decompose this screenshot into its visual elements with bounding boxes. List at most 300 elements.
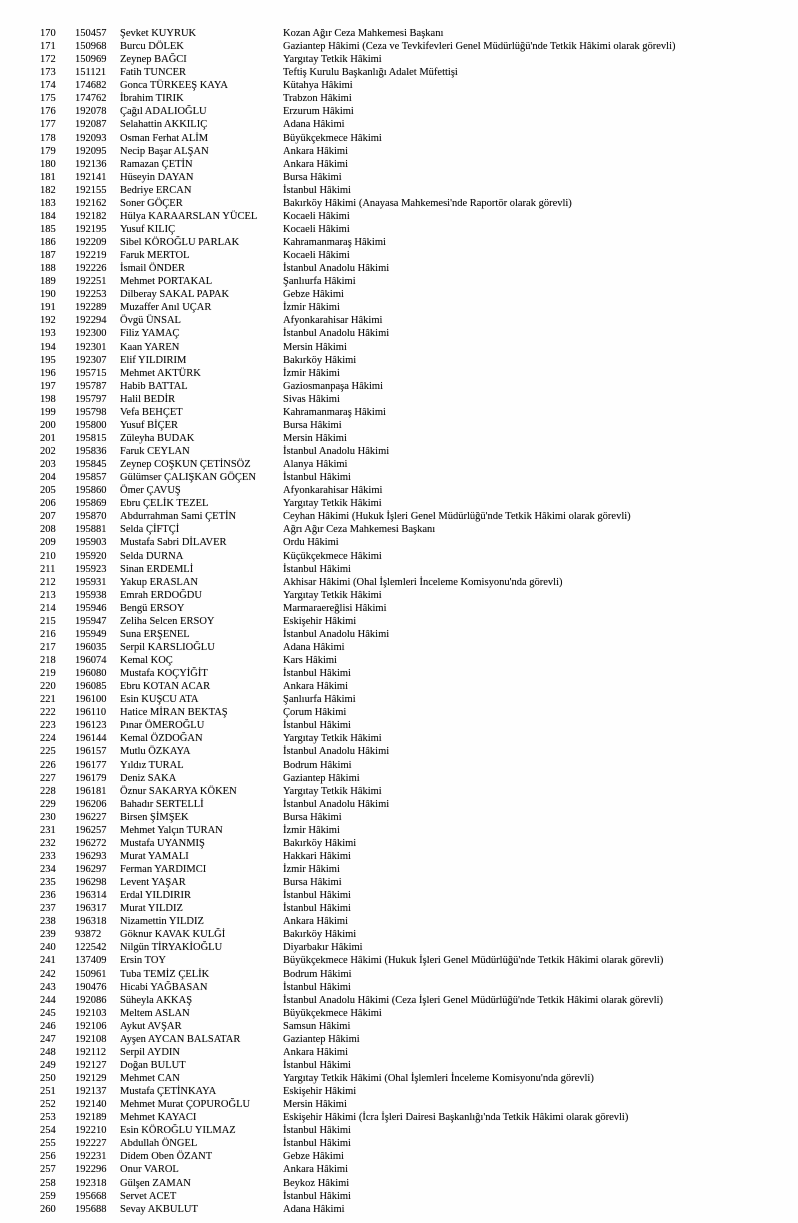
person-name: Zeynep BAĞCI (120, 54, 187, 66)
duty-title: İzmir Hâkimi (283, 864, 340, 875)
duty-title: Bakırköy Hâkimi (Anayasa Mahkemesi'nde Raportör olarak görevli) (283, 197, 572, 209)
list-row (0, 118, 798, 131)
judges-list (0, 27, 798, 1216)
list-row (0, 981, 798, 994)
duty-title: İstanbul Anadolu Hâkimi (Ceza İşleri Genel Müdürlüğü'nde Tetkik Hâkimi olarak görevli) (283, 994, 664, 1006)
registry-number: 196272 (75, 837, 107, 849)
list-row (0, 484, 798, 497)
row-number: 223 (40, 720, 56, 732)
registry-number: 196080 (75, 668, 107, 680)
person-name: Mehmet PORTAKAL (120, 276, 213, 288)
row-number: 193 (40, 328, 56, 340)
row-number: 212 (40, 576, 56, 588)
row-number: 172 (40, 54, 56, 66)
registry-number: 192182 (75, 210, 107, 222)
person-name: Mehmet CAN (120, 1073, 180, 1084)
list-row (0, 432, 798, 445)
row-number: 252 (40, 1099, 56, 1111)
list-row (0, 1137, 798, 1150)
row-number: 170 (40, 28, 56, 39)
registry-number: 196314 (75, 890, 107, 902)
list-row (0, 1098, 798, 1111)
person-name: Züleyha BUDAK (120, 432, 195, 444)
person-name: Didem Oben ÖZANT (120, 1151, 213, 1163)
list-row (0, 850, 798, 863)
list-row (0, 393, 798, 406)
person-name: Necip Başar ALŞAN (120, 145, 209, 157)
row-number: 175 (40, 93, 56, 105)
person-name: Selda ÇİFTÇİ (120, 524, 180, 536)
list-row (0, 798, 798, 811)
list-row (0, 1150, 798, 1163)
list-row (0, 968, 798, 981)
list-row (0, 1072, 798, 1085)
registry-number: 192087 (75, 119, 107, 131)
row-number: 219 (40, 668, 56, 680)
list-row (0, 1059, 798, 1072)
duty-title: Ankara Hâkimi (283, 681, 349, 693)
person-name: Halil BEDİR (120, 393, 176, 405)
list-row (0, 27, 798, 40)
duty-title: Kocaeli Hâkimi (283, 250, 350, 262)
row-number: 258 (40, 1177, 56, 1189)
row-number: 183 (40, 197, 56, 209)
row-number: 227 (40, 772, 56, 784)
list-row (0, 92, 798, 105)
row-number: 187 (40, 250, 56, 262)
registry-number: 196123 (75, 720, 107, 732)
list-row (0, 928, 798, 941)
person-name: Soner GÖÇER (120, 197, 183, 209)
list-row (0, 1033, 798, 1046)
registry-number: 196318 (75, 916, 107, 928)
list-row (0, 680, 798, 693)
registry-number: 196179 (75, 772, 107, 784)
registry-number: 192095 (75, 145, 107, 157)
person-name: Abdullah ÖNGEL (120, 1138, 198, 1150)
list-row (0, 837, 798, 850)
registry-number: 196297 (75, 864, 107, 875)
registry-number: 195869 (75, 498, 107, 510)
person-name: Serpil AYDIN (120, 1046, 180, 1058)
duty-title: Kozan Ağır Ceza Mahkemesi Başkanı (283, 28, 444, 39)
person-name: Servet ACET (120, 1190, 177, 1202)
person-name: Gülümser ÇALIŞKAN GÖÇEN (120, 472, 256, 484)
list-row (0, 902, 798, 915)
person-name: İsmail ÖNDER (120, 263, 186, 275)
row-number: 240 (40, 942, 56, 954)
person-name: Murat YILDIZ (120, 903, 183, 915)
row-number: 199 (40, 406, 56, 418)
duty-title: İstanbul Hâkimi (283, 668, 351, 680)
duty-title: İstanbul Anadolu Hâkimi (283, 628, 390, 640)
duty-title: Yargıtay Tetkik Hâkimi (283, 54, 382, 66)
registry-number: 192108 (75, 1033, 107, 1045)
registry-number: 196227 (75, 811, 107, 823)
registry-number: 192251 (75, 276, 107, 288)
registry-number: 196257 (75, 824, 107, 836)
row-number: 255 (40, 1138, 56, 1150)
person-name: Gonca TÜRKEEŞ KAYA (120, 80, 228, 92)
duty-title: Kocaeli Hâkimi (283, 223, 350, 235)
registry-number: 196298 (75, 877, 107, 889)
list-row (0, 471, 798, 484)
row-number: 234 (40, 864, 56, 875)
duty-title: Şanlıurfa Hâkimi (283, 694, 356, 706)
list-row (0, 654, 798, 667)
person-name: Selahattin AKKILIÇ (120, 119, 208, 131)
duty-title: Küçükçekmece Hâkimi (283, 550, 382, 562)
row-number: 235 (40, 877, 56, 889)
person-name: Mehmet AKTÜRK (120, 367, 201, 379)
person-name: Esin KUŞCU ATA (120, 694, 199, 706)
duty-title: Erzurum Hâkimi (283, 106, 354, 118)
row-number: 224 (40, 733, 56, 745)
list-row (0, 1007, 798, 1020)
person-name: Ferman YARDIMCI (120, 864, 207, 875)
row-number: 218 (40, 655, 56, 666)
person-name: Faruk MERTOL (120, 250, 190, 262)
row-number: 211 (40, 563, 56, 575)
registry-number: 196144 (75, 733, 107, 745)
list-row (0, 354, 798, 367)
registry-number: 192136 (75, 158, 107, 170)
duty-title: Bursa Hâkimi (283, 811, 342, 823)
list-row (0, 79, 798, 92)
row-number: 184 (40, 210, 56, 222)
person-name: Süheyla AKKAŞ (120, 994, 193, 1006)
person-name: Muzaffer Anıl UÇAR (120, 302, 212, 314)
duty-title: Şanlıurfa Hâkimi (283, 276, 356, 288)
list-row (0, 863, 798, 876)
row-number: 233 (40, 850, 56, 862)
duty-title: Ankara Hâkimi (283, 1046, 349, 1058)
registry-number: 192112 (75, 1046, 107, 1058)
registry-number: 196110 (75, 707, 107, 719)
registry-number: 192106 (75, 1020, 107, 1032)
duty-title: İzmir Hâkimi (283, 302, 340, 314)
row-number: 176 (40, 106, 56, 118)
registry-number: 137409 (75, 955, 107, 967)
row-number: 231 (40, 824, 56, 836)
duty-title: Bakırköy Hâkimi (283, 837, 357, 849)
row-number: 256 (40, 1151, 56, 1163)
row-number: 191 (40, 302, 56, 314)
person-name: Sibel KÖROĞLU PARLAK (120, 237, 240, 248)
row-number: 239 (40, 929, 56, 941)
row-number: 189 (40, 276, 56, 288)
list-row (0, 53, 798, 66)
list-row (0, 1124, 798, 1137)
duty-title: Yargıtay Tetkik Hâkimi (Ohal İşlemleri İnceleme Komisyonu'nda görevli) (283, 1073, 594, 1084)
list-row (0, 563, 798, 576)
list-row (0, 523, 798, 536)
list-row (0, 732, 798, 745)
registry-number: 196181 (75, 785, 107, 797)
row-number: 179 (40, 145, 56, 157)
registry-number: 196293 (75, 850, 107, 862)
person-name: Ersin TOY (120, 955, 166, 967)
person-name: Mustafa ÇETİNKAYA (120, 1086, 217, 1098)
list-row (0, 941, 798, 954)
row-number: 177 (40, 119, 56, 131)
duty-title: Marmaraereğlisi Hâkimi (283, 602, 387, 614)
duty-title: İstanbul Hâkimi (283, 890, 351, 902)
list-row (0, 197, 798, 210)
registry-number: 150457 (75, 28, 107, 39)
person-name: Mehmet KAYACI (120, 1112, 197, 1124)
duty-title: Gaziantep Hâkimi (283, 772, 360, 784)
row-number: 248 (40, 1046, 56, 1058)
row-number: 226 (40, 759, 56, 771)
person-name: Pınar ÖMEROĞLU (120, 720, 205, 732)
duty-title: Sivas Hâkimi (283, 393, 340, 405)
person-name: Mutlu ÖZKAYA (120, 746, 191, 758)
duty-title: Yargıtay Tetkik Hâkimi (283, 733, 382, 745)
list-row (0, 785, 798, 798)
registry-number: 195946 (75, 602, 107, 614)
list-row (0, 772, 798, 785)
list-row (0, 105, 798, 118)
list-row (0, 327, 798, 340)
duty-title: Ordu Hâkimi (283, 537, 339, 549)
row-number: 207 (40, 511, 56, 523)
registry-number: 192141 (75, 171, 107, 183)
person-name: Zeliha Selcen ERSOY (120, 615, 215, 627)
registry-number: 196177 (75, 759, 107, 771)
list-row (0, 824, 798, 837)
duty-title: İstanbul Hâkimi (283, 720, 351, 732)
registry-number: 195688 (75, 1203, 107, 1215)
row-number: 253 (40, 1112, 56, 1124)
row-number: 190 (40, 289, 56, 301)
person-name: Deniz SAKA (120, 772, 177, 784)
registry-number: 195715 (75, 367, 107, 379)
duty-title: Ceyhan Hâkimi (Hukuk İşleri Genel Müdürlüğü'nde Tetkik Hâkimi olarak görevli) (283, 511, 631, 523)
list-row (0, 341, 798, 354)
row-number: 236 (40, 890, 56, 902)
list-row (0, 615, 798, 628)
person-name: Doğan BULUT (120, 1059, 186, 1071)
registry-number: 195668 (75, 1190, 107, 1202)
row-number: 244 (40, 994, 56, 1006)
registry-number: 192162 (75, 197, 107, 209)
row-number: 186 (40, 237, 56, 248)
row-number: 237 (40, 903, 56, 915)
row-number: 171 (40, 41, 56, 53)
list-row (0, 693, 798, 706)
list-row (0, 40, 798, 53)
list-row (0, 510, 798, 523)
registry-number: 195797 (75, 393, 107, 405)
person-name: Abdurrahman Sami ÇETİN (120, 511, 237, 523)
duty-title: Mersin Hâkimi (283, 341, 347, 353)
list-row (0, 1190, 798, 1203)
duty-title: Beykoz Hâkimi (283, 1177, 350, 1189)
row-number: 174 (40, 80, 56, 92)
duty-title: İzmir Hâkimi (283, 367, 340, 379)
row-number: 220 (40, 681, 56, 693)
person-name: Hülya KARAARSLAN YÜCEL (120, 210, 258, 222)
row-number: 229 (40, 798, 56, 810)
registry-number: 196157 (75, 746, 107, 758)
duty-title: Kahramanmaraş Hâkimi (283, 406, 386, 418)
person-name: Mustafa Sabri DİLAVER (120, 537, 227, 549)
person-name: Mehmet Yalçın TURAN (120, 824, 223, 836)
registry-number: 192253 (75, 289, 107, 301)
row-number: 178 (40, 132, 56, 144)
row-number: 208 (40, 524, 56, 536)
person-name: Suna ERŞENEL (120, 628, 190, 640)
duty-title: İstanbul Anadolu Hâkimi (283, 446, 390, 457)
person-name: Esin KÖROĞLU YILMAZ (120, 1125, 236, 1137)
person-name: Bahadır SERTELLİ (120, 798, 204, 810)
list-row (0, 889, 798, 902)
list-row (0, 145, 798, 158)
person-name: Elif YILDIRIM (120, 354, 187, 366)
person-name: Faruk CEYLAN (120, 446, 190, 457)
person-name: Öznur SAKARYA KÖKEN (120, 785, 237, 797)
list-row (0, 1020, 798, 1033)
duty-title: Ankara Hâkimi (283, 1164, 349, 1176)
row-number: 203 (40, 459, 56, 471)
person-name: Şevket KUYRUK (120, 28, 197, 39)
list-row (0, 497, 798, 510)
registry-number: 192209 (75, 237, 107, 248)
row-number: 215 (40, 615, 56, 627)
person-name: Kaan YAREN (120, 341, 180, 353)
list-row (0, 759, 798, 772)
list-row (0, 158, 798, 171)
duty-title: Alanya Hâkimi (283, 459, 348, 471)
registry-number: 192301 (75, 341, 107, 353)
row-number: 214 (40, 602, 56, 614)
registry-number: 192078 (75, 106, 107, 118)
row-number: 222 (40, 707, 56, 719)
person-name: Dilberay SAKAL PAPAK (120, 289, 230, 301)
person-name: Meltem ASLAN (120, 1007, 190, 1019)
registry-number: 192296 (75, 1164, 107, 1176)
person-name: Yusuf BİÇER (120, 419, 179, 431)
row-number: 209 (40, 537, 56, 549)
person-name: Nilgün TİRYAKİOĞLU (120, 942, 223, 954)
row-number: 204 (40, 472, 56, 484)
person-name: Osman Ferhat ALİM (120, 132, 209, 144)
duty-title: Mersin Hâkimi (283, 432, 347, 444)
person-name: Bedriye ERCAN (120, 184, 192, 196)
person-name: Mehmet Murat ÇOPUROĞLU (120, 1099, 251, 1111)
list-row (0, 719, 798, 732)
list-row (0, 1111, 798, 1124)
list-row (0, 275, 798, 288)
person-name: Aykut AVŞAR (120, 1020, 182, 1032)
person-name: Kemal ÖZDOĞAN (120, 733, 203, 745)
registry-number: 195787 (75, 380, 107, 392)
duty-title: Eskişehir Hâkimi (283, 1086, 357, 1098)
duty-title: İstanbul Hâkimi (283, 1138, 351, 1150)
row-number: 216 (40, 628, 56, 640)
row-number: 198 (40, 393, 56, 405)
person-name: Birsen ŞİMŞEK (120, 811, 189, 823)
row-number: 245 (40, 1007, 56, 1019)
list-row (0, 1163, 798, 1176)
list-row (0, 314, 798, 327)
person-name: Yusuf KILIÇ (120, 223, 176, 235)
person-name: Zeynep COŞKUN ÇETİNSÖZ (120, 459, 251, 471)
registry-number: 196074 (75, 655, 107, 666)
row-number: 205 (40, 485, 56, 497)
list-row (0, 445, 798, 458)
duty-title: İstanbul Anadolu Hâkimi (283, 798, 390, 810)
duty-title: Adana Hâkimi (283, 641, 345, 653)
registry-number: 195931 (75, 576, 107, 588)
registry-number: 195860 (75, 485, 107, 497)
duty-title: Adana Hâkimi (283, 119, 345, 131)
person-name: Göknur KAVAK KULĞİ (120, 929, 226, 941)
duty-title: İstanbul Hâkimi (283, 981, 351, 993)
row-number: 243 (40, 981, 56, 993)
row-number: 180 (40, 158, 56, 170)
row-number: 181 (40, 171, 56, 183)
row-number: 210 (40, 550, 56, 562)
person-name: Onur VAROL (120, 1164, 179, 1176)
duty-title: Büyükçekmece Hâkimi (Hukuk İşleri Genel Müdürlüğü'nde Tetkik Hâkimi olarak görevli) (283, 955, 664, 967)
registry-number: 122542 (75, 942, 107, 954)
duty-title: Gaziantep Hâkimi (Ceza ve Tevkifevleri Genel Müdürlüğü'nde Tetkik Hâkimi olarak görevli) (283, 41, 676, 53)
duty-title: İstanbul Hâkimi (283, 1125, 351, 1137)
registry-number: 195845 (75, 459, 107, 471)
registry-number: 195947 (75, 615, 107, 627)
person-name: Mustafa UYANMIŞ (120, 837, 205, 849)
list-row (0, 262, 798, 275)
registry-number: 192103 (75, 1007, 107, 1019)
registry-number: 192127 (75, 1059, 107, 1071)
list-row (0, 171, 798, 184)
duty-title: Trabzon Hâkimi (283, 93, 352, 105)
row-number: 200 (40, 419, 56, 431)
list-row (0, 706, 798, 719)
duty-title: Kocaeli Hâkimi (283, 210, 350, 222)
registry-number: 150961 (75, 968, 107, 980)
person-name: Murat YAMALI (120, 850, 189, 862)
row-number: 260 (40, 1203, 56, 1215)
person-name: Mustafa KOÇYİĞİT (120, 668, 208, 680)
person-name: Ebru ÇELİK TEZEL (120, 498, 209, 510)
row-number: 246 (40, 1020, 56, 1032)
duty-title: Yargıtay Tetkik Hâkimi (283, 785, 382, 797)
list-row (0, 236, 798, 249)
registry-number: 174762 (75, 93, 107, 105)
registry-number: 150969 (75, 54, 107, 66)
registry-number: 151121 (75, 67, 107, 79)
registry-number: 192189 (75, 1112, 107, 1124)
registry-number: 195920 (75, 550, 107, 562)
registry-number: 192300 (75, 328, 107, 340)
duty-title: Afyonkarahisar Hâkimi (283, 485, 383, 497)
person-name: Burcu DÖLEK (120, 41, 184, 53)
registry-number: 195798 (75, 406, 107, 418)
row-number: 249 (40, 1059, 56, 1071)
duty-title: Ankara Hâkimi (283, 916, 349, 928)
registry-number: 192093 (75, 132, 107, 144)
registry-number: 195949 (75, 628, 107, 640)
list-row (0, 210, 798, 223)
registry-number: 195870 (75, 511, 107, 523)
row-number: 225 (40, 746, 56, 758)
registry-number: 192140 (75, 1099, 107, 1111)
duty-title: Gaziosmanpaşa Hâkimi (283, 380, 384, 392)
list-row (0, 994, 798, 1007)
